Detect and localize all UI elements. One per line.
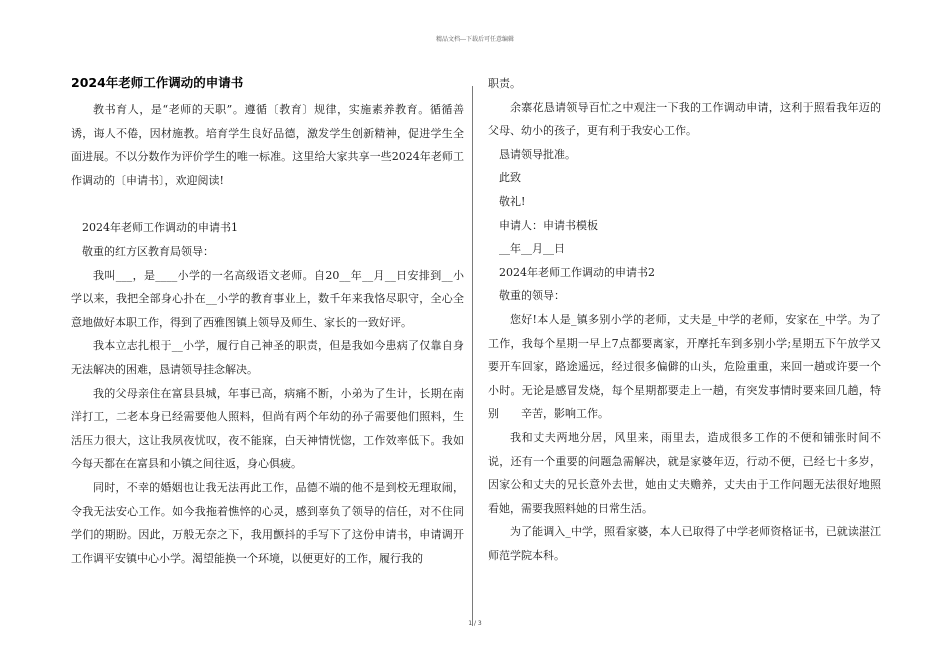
letter1-paragraph-4: 同时，不幸的婚姻也让我无法再此工作，品德不端的他不是到校无理取闹，令我无法安心工作。如今我拖着憔悴的心灵，感到辜负了领导的信任，对不住同学们的期盼。因此，万般无奈之下，我用颤抖的手写下了这份申请书，申请调开工作调平安镇中心小学。渴望能换一个环境，以便更好的工作，履行我的 [71,480,464,565]
letter2-paragraph-3: 为了能调入_中学，照看家婆，本人已取得了中学老师资格证书，已就读湛江师范学院本科。 [488,525,881,562]
paragraph-gap [71,192,464,216]
letter2-paragraph-1: 您好!本人是_镇多别小学的老师，丈夫是_中学的老师，安家在_中学。为了工作，我每个星期一早上7点都要离家，开摩托车到多别小学;星期五下午放学又要开车回家，路途遥远，经过很多偏僻的山头，危险重重，来回一趟或许要一个小时。无论是感冒发烧，每个星期都要走上一趟，有突发事情时要来回几趟，特别 辛苦，影响工作。 [488,312,881,421]
intro-paragraph: 教书育人，是“老师的天职”。遵循〔教育〕规律，实施素养教育。循循善诱，诲人不倦，因材施教。培育学生良好品德，激发学生创新精神，促进学生全面进展。不以分数作为评价学生的唯一标准。这里给大家共享一些2024年老师工作调动的〔申请书〕，欢迎阅读! [71,103,464,187]
letter1-paragraph-5: 余寨花恳请领导百忙之中观注一下我的工作调动申请，这利于照看我年迈的父母、幼小的孩子，更有利于我安心工作。 [488,100,881,138]
date-line: __年__月__日 [499,242,565,256]
letter2-heading: 2024年老师工作调动的申请书2 [499,265,655,279]
right-column [488,72,881,567]
letter2-salutation: 敬重的领导： [499,289,565,303]
letter1-paragraph-3: 我的父母亲住在富县县城，年事已高，病痛不断，小弟为了生计，长期在南洋打工，二老本身已经需要他人照料，但尚有两个年幼的孙子需要他们照料，生活压力很大，这让我夙夜忧叹，夜不能寐，白天神情恍惚，工作效率低下。我如今每天都在在富县和小镇之间往返，身心俱疲。 [71,386,464,471]
left-column [71,72,464,570]
closing-jingli: 敬礼! [499,194,526,208]
approval-request: 恳请领导批准。 [499,147,576,161]
letter1-paragraph-2: 我本立志扎根于__小学，履行自己神圣的职责，但是我如今患病了仅靠自身无法解决的困难，恳请领导挂念解决。 [71,339,464,376]
column-divider [472,86,473,626]
letter1-paragraph-1: 我叫___，是____小学的一名高级语文老师。自20__年__月__日安排到__小学以来，我把全部身心扑在__小学的教育事业上，数千年来我恪尽职守，全心全意地做好本职工作，得到了西雅图镇上领导及师生、家长的一致好评。 [71,268,464,329]
document-title: 2024年老师工作调动的申请书 [71,75,244,90]
letter1-salutation: 敬重的红方区教育局领导： [82,244,214,258]
applicant-line: 申请人：申请书模板 [499,218,598,232]
continued-text: 职责。 [488,77,521,90]
closing-cizhi: 此致 [499,171,521,185]
letter2-paragraph-2: 我和丈夫两地分居，风里来，雨里去，造成很多工作的不便和铺张时间不说，还有一个重要的问题急需解决，就是家婆年迈，行动不便，已经七十多岁，因家公和丈夫的兄长意外去世，她由丈夫赡养，丈夫由于工作问题无法很好地照看她，需要我照料她的日常生活。 [488,430,881,515]
page-number: 1 / 3 [468,620,482,627]
letter1-heading: 2024年老师工作调动的申请书1 [82,221,238,235]
document-header-note: 精品文档---下载后可任意编辑 [435,36,515,43]
